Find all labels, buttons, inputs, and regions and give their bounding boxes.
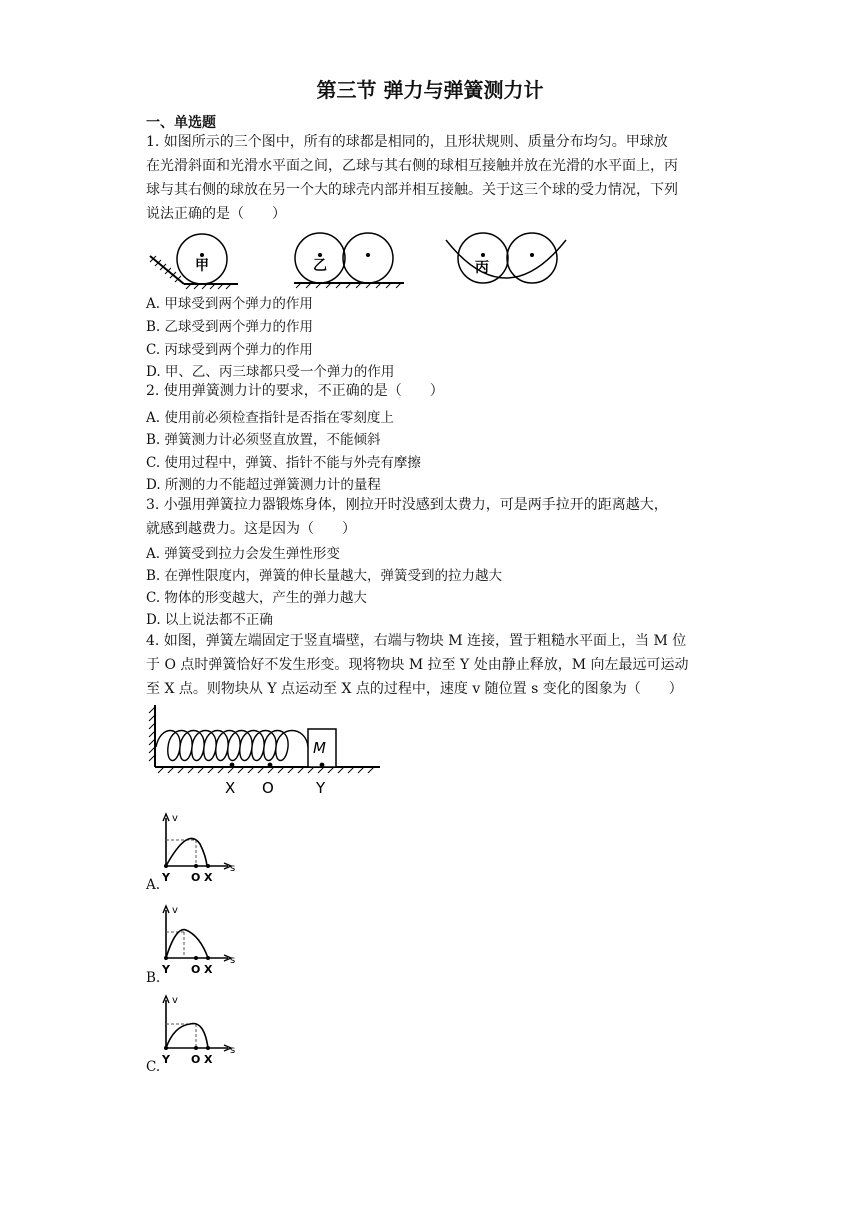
q1-option-b: B. 乙球受到两个弹力的作用	[146, 319, 314, 335]
axis-v-label: v	[172, 905, 178, 916]
q3-option-b: B. 在弹性限度内，弹簧的伸长量越大，弹簧受到的拉力越大	[146, 568, 503, 584]
q4-graph-b	[158, 900, 240, 982]
label-jia: 甲	[195, 258, 209, 274]
q3-option-a: A. 弹簧受到拉力会发生弹性形变	[146, 546, 340, 562]
q2-text-line: 2. 使用弹簧测力计的要求，不正确的是（ ）	[146, 383, 444, 399]
q1-option-a: A. 甲球受到两个弹力的作用	[146, 296, 313, 312]
q4-graph-a	[158, 808, 240, 890]
q1-text-line: 1. 如图所示的三个图中，所有的球都是相同的，且形状规则、质量分布均匀。甲球放	[146, 134, 668, 150]
point-o-label: O	[262, 779, 274, 797]
tick-o: O	[191, 871, 201, 884]
label-yi: 乙	[313, 258, 327, 274]
q4-graph-c	[158, 990, 240, 1072]
axis-s-label: s	[230, 1045, 236, 1056]
q2-option-d: D. 所测的力不能超过弹簧测力计的量程	[146, 477, 381, 493]
q4-option-b-label: B.	[146, 970, 161, 986]
curve-b	[166, 930, 208, 958]
q1-figure	[146, 228, 586, 290]
tick-x: X	[204, 871, 213, 884]
q3-text-line: 3. 小强用弹簧拉力器锻炼身体，刚拉开时没感到太费力，可是两手拉开的距离越大，	[146, 497, 668, 513]
point-x-label: X	[225, 779, 236, 797]
curve-a	[166, 838, 207, 866]
q1-option-c: C. 丙球受到两个弹力的作用	[146, 342, 313, 358]
q4-option-c-label: C.	[146, 1059, 161, 1075]
q4-option-a-label: A.	[146, 877, 161, 893]
q4-text-line: 于 O 点时弹簧恰好不发生形变。现将物块 M 拉至 Y 处由静止释放，M 向左最远可运动	[146, 657, 689, 673]
axis-s-label: s	[230, 863, 236, 874]
section-heading: 一、单选题	[146, 115, 216, 131]
tick-y: Y	[162, 871, 170, 884]
axis-v-label: v	[172, 995, 178, 1006]
tick-y: Y	[162, 963, 170, 976]
figure-jia	[150, 234, 238, 289]
q3-option-d: D. 以上说法都不正确	[146, 612, 273, 628]
tick-o: O	[191, 1053, 201, 1066]
q3-option-c: C. 物体的形变越大，产生的弹力越大	[146, 590, 367, 606]
q4-text-line: 4. 如图，弹簧左端固定于竖直墙壁，右端与物块 M 连接，置于粗糙水平面上，当 M 位	[146, 633, 687, 649]
q4-text-line: 至 X 点。则物块从 Y 点运动至 X 点的过程中，速度 v 随位置 s 变化的图象为（ ）	[146, 681, 683, 697]
q2-option-a: A. 使用前必须检查指针是否指在零刻度上	[146, 410, 394, 426]
tick-x: X	[204, 1053, 213, 1066]
q3-text-line: 就感到越费力。这是因为（ ）	[146, 521, 356, 537]
label-bing: 丙	[475, 260, 489, 276]
q2-option-c: C. 使用过程中，弹簧、指针不能与外壳有摩擦	[146, 455, 421, 471]
q1-option-d: D. 甲、乙、丙三球都只受一个弹力的作用	[146, 364, 395, 380]
q4-spring-figure	[146, 703, 386, 799]
tick-x: X	[204, 963, 213, 976]
axis-s-label: s	[230, 955, 236, 966]
tick-o: O	[191, 963, 201, 976]
q1-text-line: 球与其右侧的球放在另一个大的球壳内部并相互接触。关于这三个球的受力情况，下列	[146, 182, 678, 198]
figure-yi	[294, 233, 404, 288]
curve-c	[166, 1024, 208, 1049]
spring	[156, 731, 308, 761]
q2-option-b: B. 弹簧测力计必须竖直放置，不能倾斜	[146, 432, 381, 448]
figure-bing	[446, 233, 566, 283]
point-y-label: Y	[316, 779, 326, 797]
page-title: 第三节 弹力与弹簧测力计	[316, 78, 544, 102]
q1-text-line: 在光滑斜面和光滑水平面之间，乙球与其右侧的球相互接触并放在光滑的水平面上，丙	[146, 158, 678, 174]
block-label: M	[313, 739, 326, 757]
q1-text-line: 说法正确的是（ ）	[146, 206, 286, 222]
tick-y: Y	[162, 1053, 170, 1066]
axis-v-label: v	[172, 813, 178, 824]
